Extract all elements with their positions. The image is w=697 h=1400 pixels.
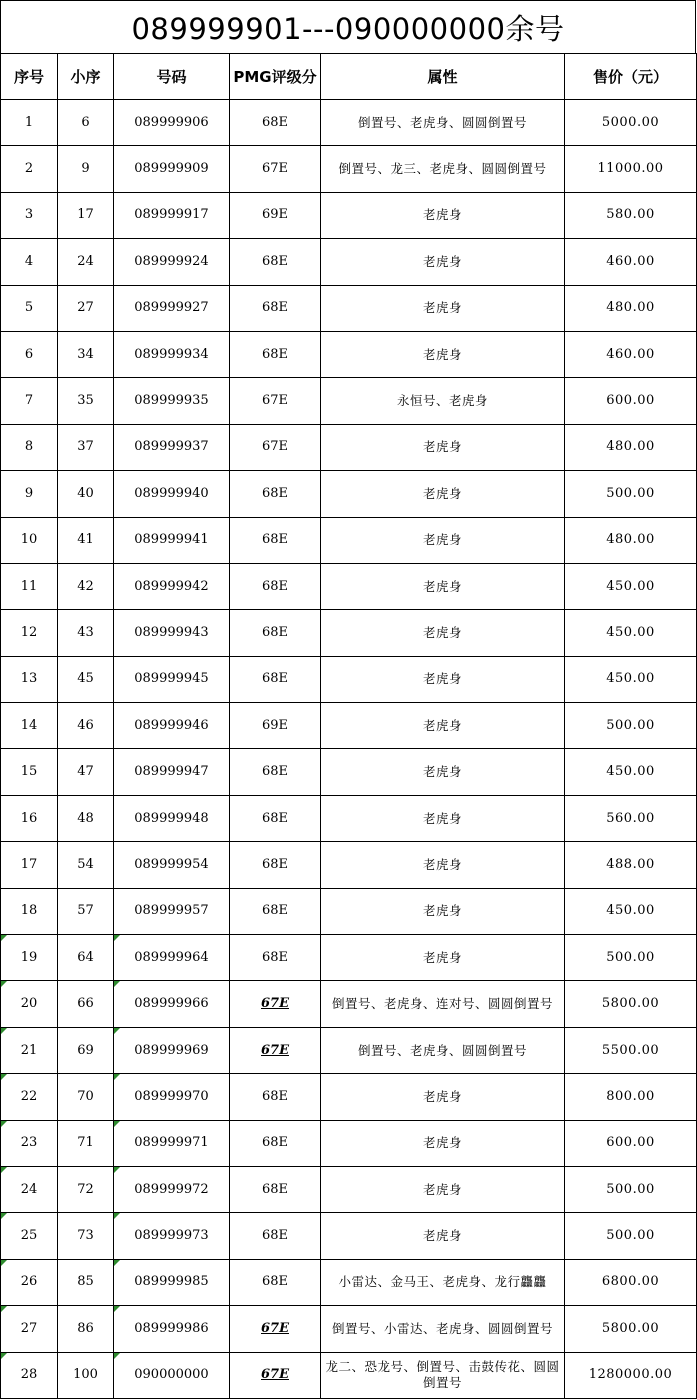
cell-number[interactable]: 089999927	[114, 285, 230, 331]
table-row	[1, 378, 697, 424]
grade-value: 67E	[261, 1042, 289, 1058]
cell-price[interactable]: 560.00	[565, 795, 697, 841]
cell-seq[interactable]: 12	[1, 610, 58, 656]
cell-sub[interactable]: 40	[58, 471, 114, 517]
cell-number[interactable]: 089999941	[114, 517, 230, 563]
header-sub: 小序	[58, 54, 114, 100]
grade-value: 67E	[261, 1320, 289, 1336]
cell-number[interactable]: 089999935	[114, 378, 230, 424]
cell-grade[interactable]: 69E	[230, 192, 321, 238]
cell-number[interactable]: 089999945	[114, 656, 230, 702]
header-seq: 序号	[1, 54, 58, 100]
cell-sub[interactable]: 64	[58, 935, 114, 981]
cell-attr[interactable]: 老虎身	[321, 795, 565, 841]
cell-grade[interactable]: 68E	[230, 842, 321, 888]
cell-number[interactable]: 089999971	[114, 1120, 230, 1166]
cell-price[interactable]: 450.00	[565, 749, 697, 795]
table-row	[1, 1259, 697, 1305]
cell-price[interactable]: 6800.00	[565, 1259, 697, 1305]
cell-attr[interactable]: 老虎身	[321, 749, 565, 795]
cell-sub[interactable]: 41	[58, 517, 114, 563]
cell-grade[interactable]: 68E	[230, 239, 321, 285]
cell-sub[interactable]: 27	[58, 285, 114, 331]
table-row	[1, 703, 697, 749]
cell-seq[interactable]: 15	[1, 749, 58, 795]
cell-seq[interactable]: 24	[1, 1166, 58, 1212]
cell-attr[interactable]: 老虎身	[321, 888, 565, 934]
cell-seq[interactable]: 5	[1, 285, 58, 331]
cell-attr[interactable]: 倒置号、老虎身、连对号、圆圆倒置号	[321, 981, 565, 1027]
cell-attr[interactable]: 老虎身	[321, 610, 565, 656]
cell-seq[interactable]: 20	[1, 981, 58, 1027]
cell-number[interactable]: 089999948	[114, 795, 230, 841]
table-row	[1, 563, 697, 609]
cell-price[interactable]: 500.00	[565, 703, 697, 749]
table-row	[1, 517, 697, 563]
cell-sub[interactable]: 100	[58, 1352, 114, 1398]
cell-number[interactable]: 089999957	[114, 888, 230, 934]
cell-sub[interactable]: 24	[58, 239, 114, 285]
cell-grade[interactable]: 68E	[230, 563, 321, 609]
cell-number[interactable]: 089999934	[114, 331, 230, 377]
cell-number[interactable]: 089999970	[114, 1074, 230, 1120]
cell-seq[interactable]: 6	[1, 331, 58, 377]
cell-seq[interactable]: 18	[1, 888, 58, 934]
cell-sub[interactable]: 57	[58, 888, 114, 934]
table-row	[1, 1213, 697, 1259]
table-row	[1, 1074, 697, 1120]
cell-price[interactable]: 5800.00	[565, 981, 697, 1027]
cell-attr[interactable]: 老虎身	[321, 471, 565, 517]
cell-price[interactable]: 450.00	[565, 563, 697, 609]
table-row	[1, 239, 697, 285]
cell-price[interactable]: 800.00	[565, 1074, 697, 1120]
price-table	[0, 53, 697, 1399]
cell-attr[interactable]: 老虎身	[321, 192, 565, 238]
cell-attr[interactable]: 老虎身	[321, 563, 565, 609]
cell-number[interactable]: 090000000	[114, 1352, 230, 1398]
cell-price[interactable]: 460.00	[565, 331, 697, 377]
cell-price[interactable]: 450.00	[565, 888, 697, 934]
cell-grade[interactable]: 68E	[230, 935, 321, 981]
cell-seq[interactable]: 19	[1, 935, 58, 981]
cell-sub[interactable]: 43	[58, 610, 114, 656]
cell-seq[interactable]: 16	[1, 795, 58, 841]
cell-price[interactable]: 460.00	[565, 239, 697, 285]
table-row	[1, 842, 697, 888]
cell-number[interactable]: 089999942	[114, 563, 230, 609]
cell-grade[interactable]: 68E	[230, 656, 321, 702]
cell-attr[interactable]: 老虎身	[321, 1074, 565, 1120]
sheet-title: 089999901---090000000余号	[0, 0, 696, 53]
cell-seq[interactable]: 7	[1, 378, 58, 424]
cell-price[interactable]: 480.00	[565, 424, 697, 470]
cell-attr[interactable]: 老虎身	[321, 285, 565, 331]
cell-seq[interactable]: 11	[1, 563, 58, 609]
cell-number[interactable]: 089999964	[114, 935, 230, 981]
cell-grade[interactable]: 68E	[230, 471, 321, 517]
cell-seq[interactable]: 23	[1, 1120, 58, 1166]
cell-attr[interactable]: 老虎身	[321, 935, 565, 981]
header-grade: PMG评级分	[230, 54, 321, 100]
table-row	[1, 1166, 697, 1212]
header-price: 售价（元）	[565, 54, 697, 100]
cell-seq[interactable]: 28	[1, 1352, 58, 1398]
table-row	[1, 888, 697, 934]
cell-seq[interactable]: 17	[1, 842, 58, 888]
cell-grade[interactable]: 68E	[230, 517, 321, 563]
cell-attr[interactable]: 倒置号、老虎身、圆圆倒置号	[321, 100, 565, 146]
cell-sub[interactable]: 46	[58, 703, 114, 749]
cell-price[interactable]: 450.00	[565, 610, 697, 656]
header-number: 号码	[114, 54, 230, 100]
header-row	[1, 54, 697, 100]
cell-number[interactable]: 089999973	[114, 1213, 230, 1259]
table-row	[1, 749, 697, 795]
cell-number[interactable]: 089999906	[114, 100, 230, 146]
cell-seq[interactable]: 26	[1, 1259, 58, 1305]
cell-seq[interactable]: 22	[1, 1074, 58, 1120]
cell-grade[interactable]	[230, 1306, 321, 1352]
table-row	[1, 935, 697, 981]
cell-price[interactable]: 488.00	[565, 842, 697, 888]
cell-price[interactable]: 5000.00	[565, 100, 697, 146]
cell-grade[interactable]: 68E	[230, 1074, 321, 1120]
cell-grade[interactable]: 68E	[230, 749, 321, 795]
cell-grade[interactable]: 68E	[230, 285, 321, 331]
table-row	[1, 795, 697, 841]
cell-seq[interactable]: 4	[1, 239, 58, 285]
cell-sub[interactable]: 45	[58, 656, 114, 702]
cell-price[interactable]: 11000.00	[565, 146, 697, 192]
table-row	[1, 331, 697, 377]
cell-sub[interactable]: 66	[58, 981, 114, 1027]
cell-price[interactable]: 500.00	[565, 1166, 697, 1212]
cell-number[interactable]: 089999954	[114, 842, 230, 888]
header-attr: 属性	[321, 54, 565, 100]
cell-seq[interactable]: 9	[1, 471, 58, 517]
cell-price[interactable]: 500.00	[565, 1213, 697, 1259]
cell-attr[interactable]: 老虎身	[321, 1213, 565, 1259]
cell-sub[interactable]: 42	[58, 563, 114, 609]
cell-number[interactable]: 089999909	[114, 146, 230, 192]
cell-seq[interactable]: 8	[1, 424, 58, 470]
cell-number[interactable]: 089999986	[114, 1306, 230, 1352]
table-row	[1, 285, 697, 331]
cell-attr[interactable]: 永恒号、老虎身	[321, 378, 565, 424]
cell-price[interactable]: 600.00	[565, 1120, 697, 1166]
table-row	[1, 610, 697, 656]
cell-sub[interactable]: 69	[58, 1027, 114, 1073]
cell-number[interactable]: 089999943	[114, 610, 230, 656]
cell-grade[interactable]: 68E	[230, 795, 321, 841]
cell-number[interactable]: 089999924	[114, 239, 230, 285]
cell-sub[interactable]: 54	[58, 842, 114, 888]
cell-attr[interactable]: 老虎身	[321, 517, 565, 563]
cell-grade[interactable]: 68E	[230, 1259, 321, 1305]
table-row	[1, 1027, 697, 1073]
cell-seq[interactable]: 27	[1, 1306, 58, 1352]
table-body	[1, 100, 697, 1399]
table-row	[1, 981, 697, 1027]
cell-price[interactable]: 480.00	[565, 517, 697, 563]
cell-attr[interactable]: 倒置号、龙三、老虎身、圆圆倒置号	[321, 146, 565, 192]
cell-attr[interactable]: 老虎身	[321, 842, 565, 888]
table-row	[1, 100, 697, 146]
cell-sub[interactable]: 70	[58, 1074, 114, 1120]
cell-number[interactable]: 089999937	[114, 424, 230, 470]
cell-sub[interactable]: 72	[58, 1166, 114, 1212]
grade-value: 67E	[261, 1367, 289, 1383]
cell-sub[interactable]: 85	[58, 1259, 114, 1305]
cell-attr[interactable]: 老虎身	[321, 703, 565, 749]
cell-attr[interactable]: 老虎身	[321, 239, 565, 285]
cell-price[interactable]: 5500.00	[565, 1027, 697, 1073]
cell-grade[interactable]: 68E	[230, 610, 321, 656]
cell-attr[interactable]: 老虎身	[321, 1120, 565, 1166]
table-row	[1, 424, 697, 470]
cell-grade[interactable]: 68E	[230, 1213, 321, 1259]
cell-seq[interactable]: 14	[1, 703, 58, 749]
cell-sub[interactable]: 71	[58, 1120, 114, 1166]
cell-grade[interactable]: 68E	[230, 1166, 321, 1212]
cell-grade[interactable]: 69E	[230, 703, 321, 749]
grade-value: 67E	[261, 996, 289, 1012]
cell-sub[interactable]: 34	[58, 331, 114, 377]
table-row	[1, 192, 697, 238]
cell-grade[interactable]	[230, 1352, 321, 1398]
cell-sub[interactable]: 73	[58, 1213, 114, 1259]
cell-sub[interactable]: 6	[58, 100, 114, 146]
cell-seq[interactable]: 2	[1, 146, 58, 192]
cell-grade[interactable]: 68E	[230, 888, 321, 934]
cell-price[interactable]: 480.00	[565, 285, 697, 331]
cell-price[interactable]: 1280000.00	[565, 1352, 697, 1398]
cell-number[interactable]: 089999946	[114, 703, 230, 749]
table-row	[1, 471, 697, 517]
cell-sub[interactable]: 35	[58, 378, 114, 424]
cell-attr[interactable]: 老虎身	[321, 424, 565, 470]
table-row	[1, 1352, 697, 1398]
cell-sub[interactable]: 17	[58, 192, 114, 238]
cell-sub[interactable]: 86	[58, 1306, 114, 1352]
cell-number[interactable]: 089999966	[114, 981, 230, 1027]
cell-number[interactable]: 089999947	[114, 749, 230, 795]
cell-attr[interactable]: 老虎身	[321, 331, 565, 377]
cell-price[interactable]: 5800.00	[565, 1306, 697, 1352]
cell-sub[interactable]: 47	[58, 749, 114, 795]
table-row	[1, 146, 697, 192]
cell-seq[interactable]: 13	[1, 656, 58, 702]
cell-attr[interactable]: 龙二、恐龙号、倒置号、击鼓传花、圆圆倒置号	[321, 1352, 565, 1398]
cell-attr[interactable]: 老虎身	[321, 656, 565, 702]
cell-number[interactable]: 089999917	[114, 192, 230, 238]
cell-price[interactable]: 580.00	[565, 192, 697, 238]
cell-number[interactable]: 089999985	[114, 1259, 230, 1305]
cell-sub[interactable]: 48	[58, 795, 114, 841]
cell-seq[interactable]: 25	[1, 1213, 58, 1259]
cell-grade[interactable]: 68E	[230, 1120, 321, 1166]
cell-seq[interactable]: 21	[1, 1027, 58, 1073]
cell-sub[interactable]: 9	[58, 146, 114, 192]
cell-price[interactable]: 500.00	[565, 935, 697, 981]
cell-grade[interactable]: 67E	[230, 424, 321, 470]
cell-attr[interactable]: 倒置号、小雷达、老虎身、圆圆倒置号	[321, 1306, 565, 1352]
cell-grade[interactable]: 67E	[230, 378, 321, 424]
cell-grade[interactable]: 67E	[230, 146, 321, 192]
cell-price[interactable]: 600.00	[565, 378, 697, 424]
cell-grade[interactable]	[230, 1027, 321, 1073]
cell-seq[interactable]: 1	[1, 100, 58, 146]
table-row	[1, 1120, 697, 1166]
cell-grade[interactable]: 68E	[230, 331, 321, 377]
cell-number[interactable]: 089999972	[114, 1166, 230, 1212]
cell-attr[interactable]: 小雷达、金马王、老虎身、龙行龘龘	[321, 1259, 565, 1305]
cell-price[interactable]: 450.00	[565, 656, 697, 702]
cell-seq[interactable]: 10	[1, 517, 58, 563]
table-row	[1, 1306, 697, 1352]
cell-number[interactable]: 089999940	[114, 471, 230, 517]
cell-grade[interactable]: 68E	[230, 100, 321, 146]
cell-sub[interactable]: 37	[58, 424, 114, 470]
cell-seq[interactable]: 3	[1, 192, 58, 238]
cell-number[interactable]: 089999969	[114, 1027, 230, 1073]
cell-attr[interactable]: 老虎身	[321, 1166, 565, 1212]
cell-price[interactable]: 500.00	[565, 471, 697, 517]
table-row	[1, 656, 697, 702]
cell-attr[interactable]: 倒置号、老虎身、圆圆倒置号	[321, 1027, 565, 1073]
cell-grade[interactable]	[230, 981, 321, 1027]
